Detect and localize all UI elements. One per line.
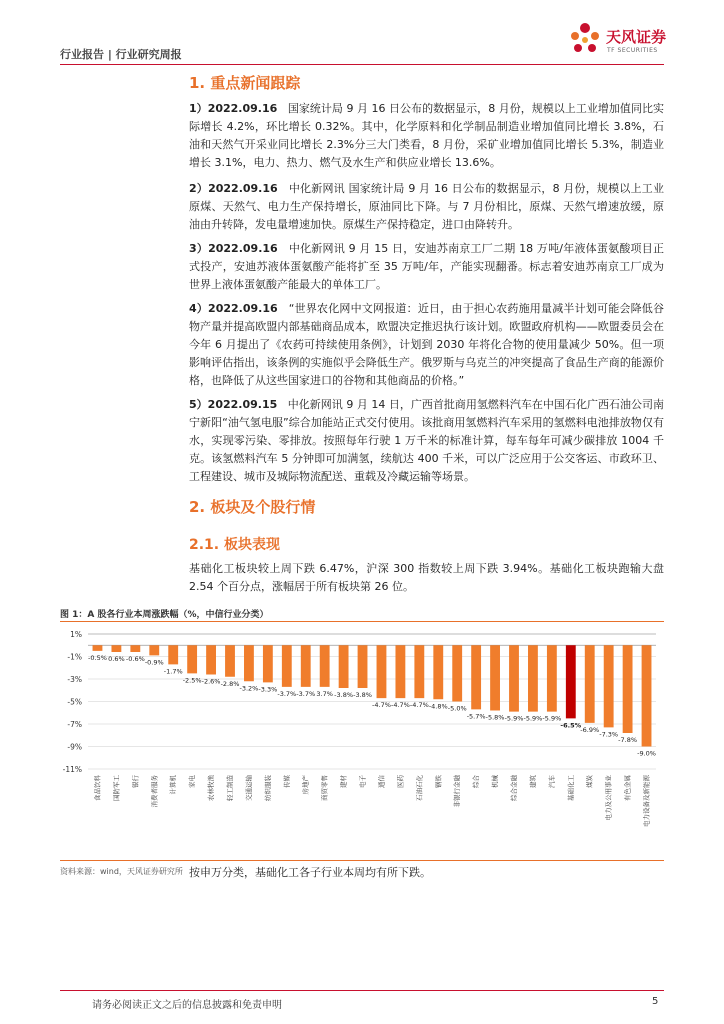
- bar: [377, 645, 387, 698]
- footer-disclaimer: 请务必阅读正文之后的信息披露和免责申明: [92, 1000, 282, 1011]
- x-category-label: 通信: [377, 775, 386, 788]
- bar: [282, 645, 292, 687]
- bar: [604, 645, 614, 727]
- x-category-label: 电力设备及新能源: [642, 775, 651, 827]
- x-category-label: 商贸零售: [320, 775, 329, 801]
- bar: [225, 645, 235, 677]
- y-tick-label: 1%: [70, 630, 82, 639]
- news-item-4: [189, 300, 664, 390]
- news-date: 1）2022.09.16: [189, 102, 278, 115]
- x-category-label: 综合: [472, 775, 481, 788]
- bar: [187, 645, 197, 673]
- x-category-label: 石油石化: [415, 775, 424, 801]
- news-text: 国家统计局 9 月 16 日公布的数据显示，8 月份，规模以上工业增加值同比实际增长 4.2%，环比增长 0.32%。其中，化学原料和化学制品制造业增加值同比增长 3.8%，石油和天然气开采业同比增长 2.3%分三大门类看，8 月份，采矿业增加值同比增长 5.3%，制造业增长 3.1%，电力、热力、燃气及水生产和供应业增长 13.6%。: [189, 102, 664, 169]
- y-tick-label: -11%: [62, 765, 82, 774]
- bar: [547, 645, 557, 711]
- y-tick-label: -9%: [67, 742, 82, 752]
- bar: [452, 645, 462, 701]
- x-category-label: 国防军工: [112, 775, 121, 801]
- bar-value-label: -4.7%: [372, 701, 391, 710]
- bar-value-label: -5.9%: [504, 714, 524, 723]
- bar-value-label: -0.9%: [144, 658, 164, 667]
- bar: [149, 645, 159, 655]
- bar: [111, 645, 121, 652]
- x-category-label: 有色金属: [623, 775, 632, 801]
- company-logo: [566, 20, 666, 60]
- bar: [93, 645, 103, 651]
- bar-value-label: 3.7%: [316, 689, 333, 698]
- y-tick-label: -3%: [67, 675, 82, 684]
- section-2-1-title: 2.1. 板块表现: [189, 537, 280, 553]
- bar-value-label: -1.7%: [163, 667, 183, 676]
- x-category-label: 计算机: [169, 775, 178, 795]
- bar-value-label: -4.8%: [428, 702, 448, 711]
- figure-source: 资料来源：wind，天风证券研究所: [60, 867, 183, 876]
- footer-divider: [60, 990, 664, 991]
- x-category-label: 家电: [188, 775, 197, 788]
- bar-value-label: 0.6%: [108, 655, 125, 663]
- x-category-label: 非银行金融: [453, 775, 462, 808]
- bar: [358, 645, 368, 688]
- x-category-label: 房地产: [301, 775, 310, 795]
- bar: [585, 645, 595, 723]
- figure-bottom-rule: [60, 860, 664, 861]
- market-summary: 基础化工板块较上周下跌 6.47%，沪深 300 指数较上周下跌 3.94%。基础化工板块跑输大盘 2.54 个百分点，涨幅居于所有板块第 26 位。: [189, 562, 664, 593]
- bar-value-label: -3.8%: [353, 691, 372, 699]
- bar-value-label: -7.8%: [618, 736, 638, 744]
- bar-value-label: -2.5%: [182, 676, 202, 685]
- bar-value-label: -3.7%: [296, 689, 316, 698]
- bar-value-label: -6.5%: [560, 721, 582, 730]
- y-tick-label: -1%: [67, 652, 82, 662]
- x-category-label: 汽车: [547, 775, 556, 788]
- bar-value-label: -2.8%: [220, 679, 240, 688]
- news-item-1: [189, 100, 664, 172]
- bar: [320, 645, 330, 687]
- bar: [528, 645, 538, 711]
- bar: [395, 645, 405, 698]
- header-divider: [60, 64, 664, 65]
- bar-value-label: -3.2%: [239, 684, 259, 693]
- bar: [623, 645, 633, 733]
- bar: [339, 645, 349, 688]
- bar-value-label: -3.8%: [334, 691, 354, 699]
- bar: [263, 645, 273, 682]
- x-category-label: 基础化工: [566, 775, 575, 801]
- x-category-label: 综合金融: [510, 775, 518, 801]
- bar: [244, 645, 254, 681]
- section-1-title: 1. 重点新闻跟踪: [189, 74, 301, 92]
- x-category-label: 电力及公用事业: [604, 775, 613, 821]
- logo-name-en: TF SECURITIES: [607, 47, 658, 54]
- x-category-label: 机械: [491, 775, 500, 788]
- x-category-label: 轻工制造: [226, 775, 234, 801]
- bar-value-label: -5.9%: [523, 714, 543, 723]
- x-category-label: 食品饮料: [93, 775, 102, 801]
- news-date: 3）2022.09.16: [189, 242, 278, 255]
- bar-value-label: -5.0%: [447, 704, 467, 713]
- bar: [566, 645, 576, 718]
- x-category-label: 医药: [396, 775, 405, 788]
- bar-value-label: -7.3%: [599, 730, 619, 739]
- bar: [433, 645, 443, 699]
- figure-title: 图 1：A 股各行业本周涨跌幅（%，中信行业分类）: [60, 610, 269, 620]
- news-item-2: [189, 180, 664, 234]
- news-date: 2）2022.09.16: [189, 182, 278, 195]
- x-category-label: 银行: [131, 775, 140, 788]
- bar-value-label: -5.9%: [542, 714, 562, 723]
- logo-name-cn: 天风证券: [606, 28, 667, 46]
- bar-value-label: -3.7%: [277, 689, 297, 698]
- news-item-5: [189, 396, 664, 486]
- x-category-label: 钢铁: [434, 775, 443, 788]
- y-tick-label: -5%: [67, 697, 82, 707]
- bar-value-label: -4.7%: [390, 701, 410, 710]
- bar: [206, 645, 216, 674]
- bar-value-label: -2.6%: [201, 677, 221, 686]
- body-text-after-figure: 按申万分类，基础化工各子行业本周均有所下跌。: [189, 866, 431, 879]
- news-date: 5）2022.09.15: [189, 398, 278, 411]
- x-category-label: 消费者服务: [150, 775, 159, 808]
- news-text: 中化新网讯 国家统计局 9 月 16 日公布的数据显示，8 月份，规模以上工业原煤、天然气、电力生产保持增长，原油同比下降。与 7 月份相比，原煤、天然气增速放缓，原油由升转降，发电量增速加快。原煤生产保持稳定，进口由降转升。: [189, 182, 664, 231]
- bar: [509, 645, 519, 711]
- x-category-label: 农林牧渔: [207, 775, 216, 801]
- bar: [414, 645, 424, 698]
- news-text: 中化新网讯 9 月 14 日，广西首批商用氢燃料汽车在中国石化广西石油公司南宁新阳“油气氢电服”综合加能站正式交付使用。该批商用氢燃料汽车采用的氢燃料电池排放物仅有水，实现零污染、零排放。按照每年行驶 1 万千米的标准计算，每车每年可减少碳排放 1004 千克。该氢燃料汽车 5 分钟即可加满氢，续航达 400 千米，可以广泛应用于公交客运、市政环卫、工程建设、城市及城际物流配送、重载及冷藏运输等场景。: [189, 398, 664, 483]
- news-text: “世界农化网中文网报道：近日，由于担心农药施用量减半计划可能会降低谷物产量并提高欧盟内部基础商品成本，欧盟决定推迟执行该计划。欧盟政府机构——欧盟委员会在今年 6 月提出了《农药可持续使用条例》，计划到 2030 年将化合物的使用量减少 50%。但一项影响评估指出，该条例的实施似乎会降低生产。俄罗斯与乌克兰的冲突提高了食品生产商的能源价格，也降低了从这些国家进口的谷物和其他商品的价格。”: [189, 302, 664, 387]
- x-category-label: 纺织服装: [263, 775, 272, 801]
- bar: [471, 645, 481, 709]
- bar-value-label: -9.0%: [637, 749, 656, 758]
- bar-value-label: -6.9%: [580, 725, 600, 734]
- bar-value-label: -3.3%: [258, 685, 278, 694]
- x-category-label: 建筑: [528, 775, 537, 788]
- bar-value-label: -5.7%: [466, 712, 486, 721]
- news-text: 中化新网讯 9 月 15 日，安迪苏南京工厂二期 18 万吨/年液体蛋氨酸项目正式投产，安迪苏液体蛋氨酸产能将扩至 35 万吨/年，产能实现翻番。标志着安迪苏南京工厂成为世界上液体蛋氨酸产能最大的单体工厂。: [189, 242, 664, 291]
- x-category-label: 传媒: [282, 775, 291, 788]
- news-date: 4）2022.09.16: [189, 302, 278, 315]
- figure-top-rule: [60, 621, 664, 622]
- tf-logo-icon: [566, 20, 604, 58]
- bar: [301, 645, 311, 687]
- bar: [642, 645, 652, 746]
- bar-value-label: -5.8%: [485, 713, 505, 722]
- industry-bar-chart: [60, 624, 664, 856]
- page-number: 5: [652, 996, 659, 1007]
- x-category-label: 煤炭: [585, 775, 594, 788]
- bar-value-label: -4.7%: [409, 701, 429, 710]
- bar: [490, 645, 500, 710]
- x-category-label: 电子: [358, 775, 367, 788]
- x-category-label: 建材: [339, 775, 348, 788]
- bar-value-label: -0.5%: [88, 653, 107, 662]
- section-2-title: 2. 板块及个股行情: [189, 498, 316, 516]
- y-tick-label: -7%: [67, 720, 82, 729]
- bar: [168, 645, 178, 664]
- bar-value-label: -0.6%: [125, 655, 145, 663]
- header-title: 行业报告 | 行业研究周报: [60, 48, 182, 61]
- news-item-3: [189, 240, 664, 294]
- bar: [130, 645, 140, 652]
- x-category-label: 交通运输: [244, 775, 253, 801]
